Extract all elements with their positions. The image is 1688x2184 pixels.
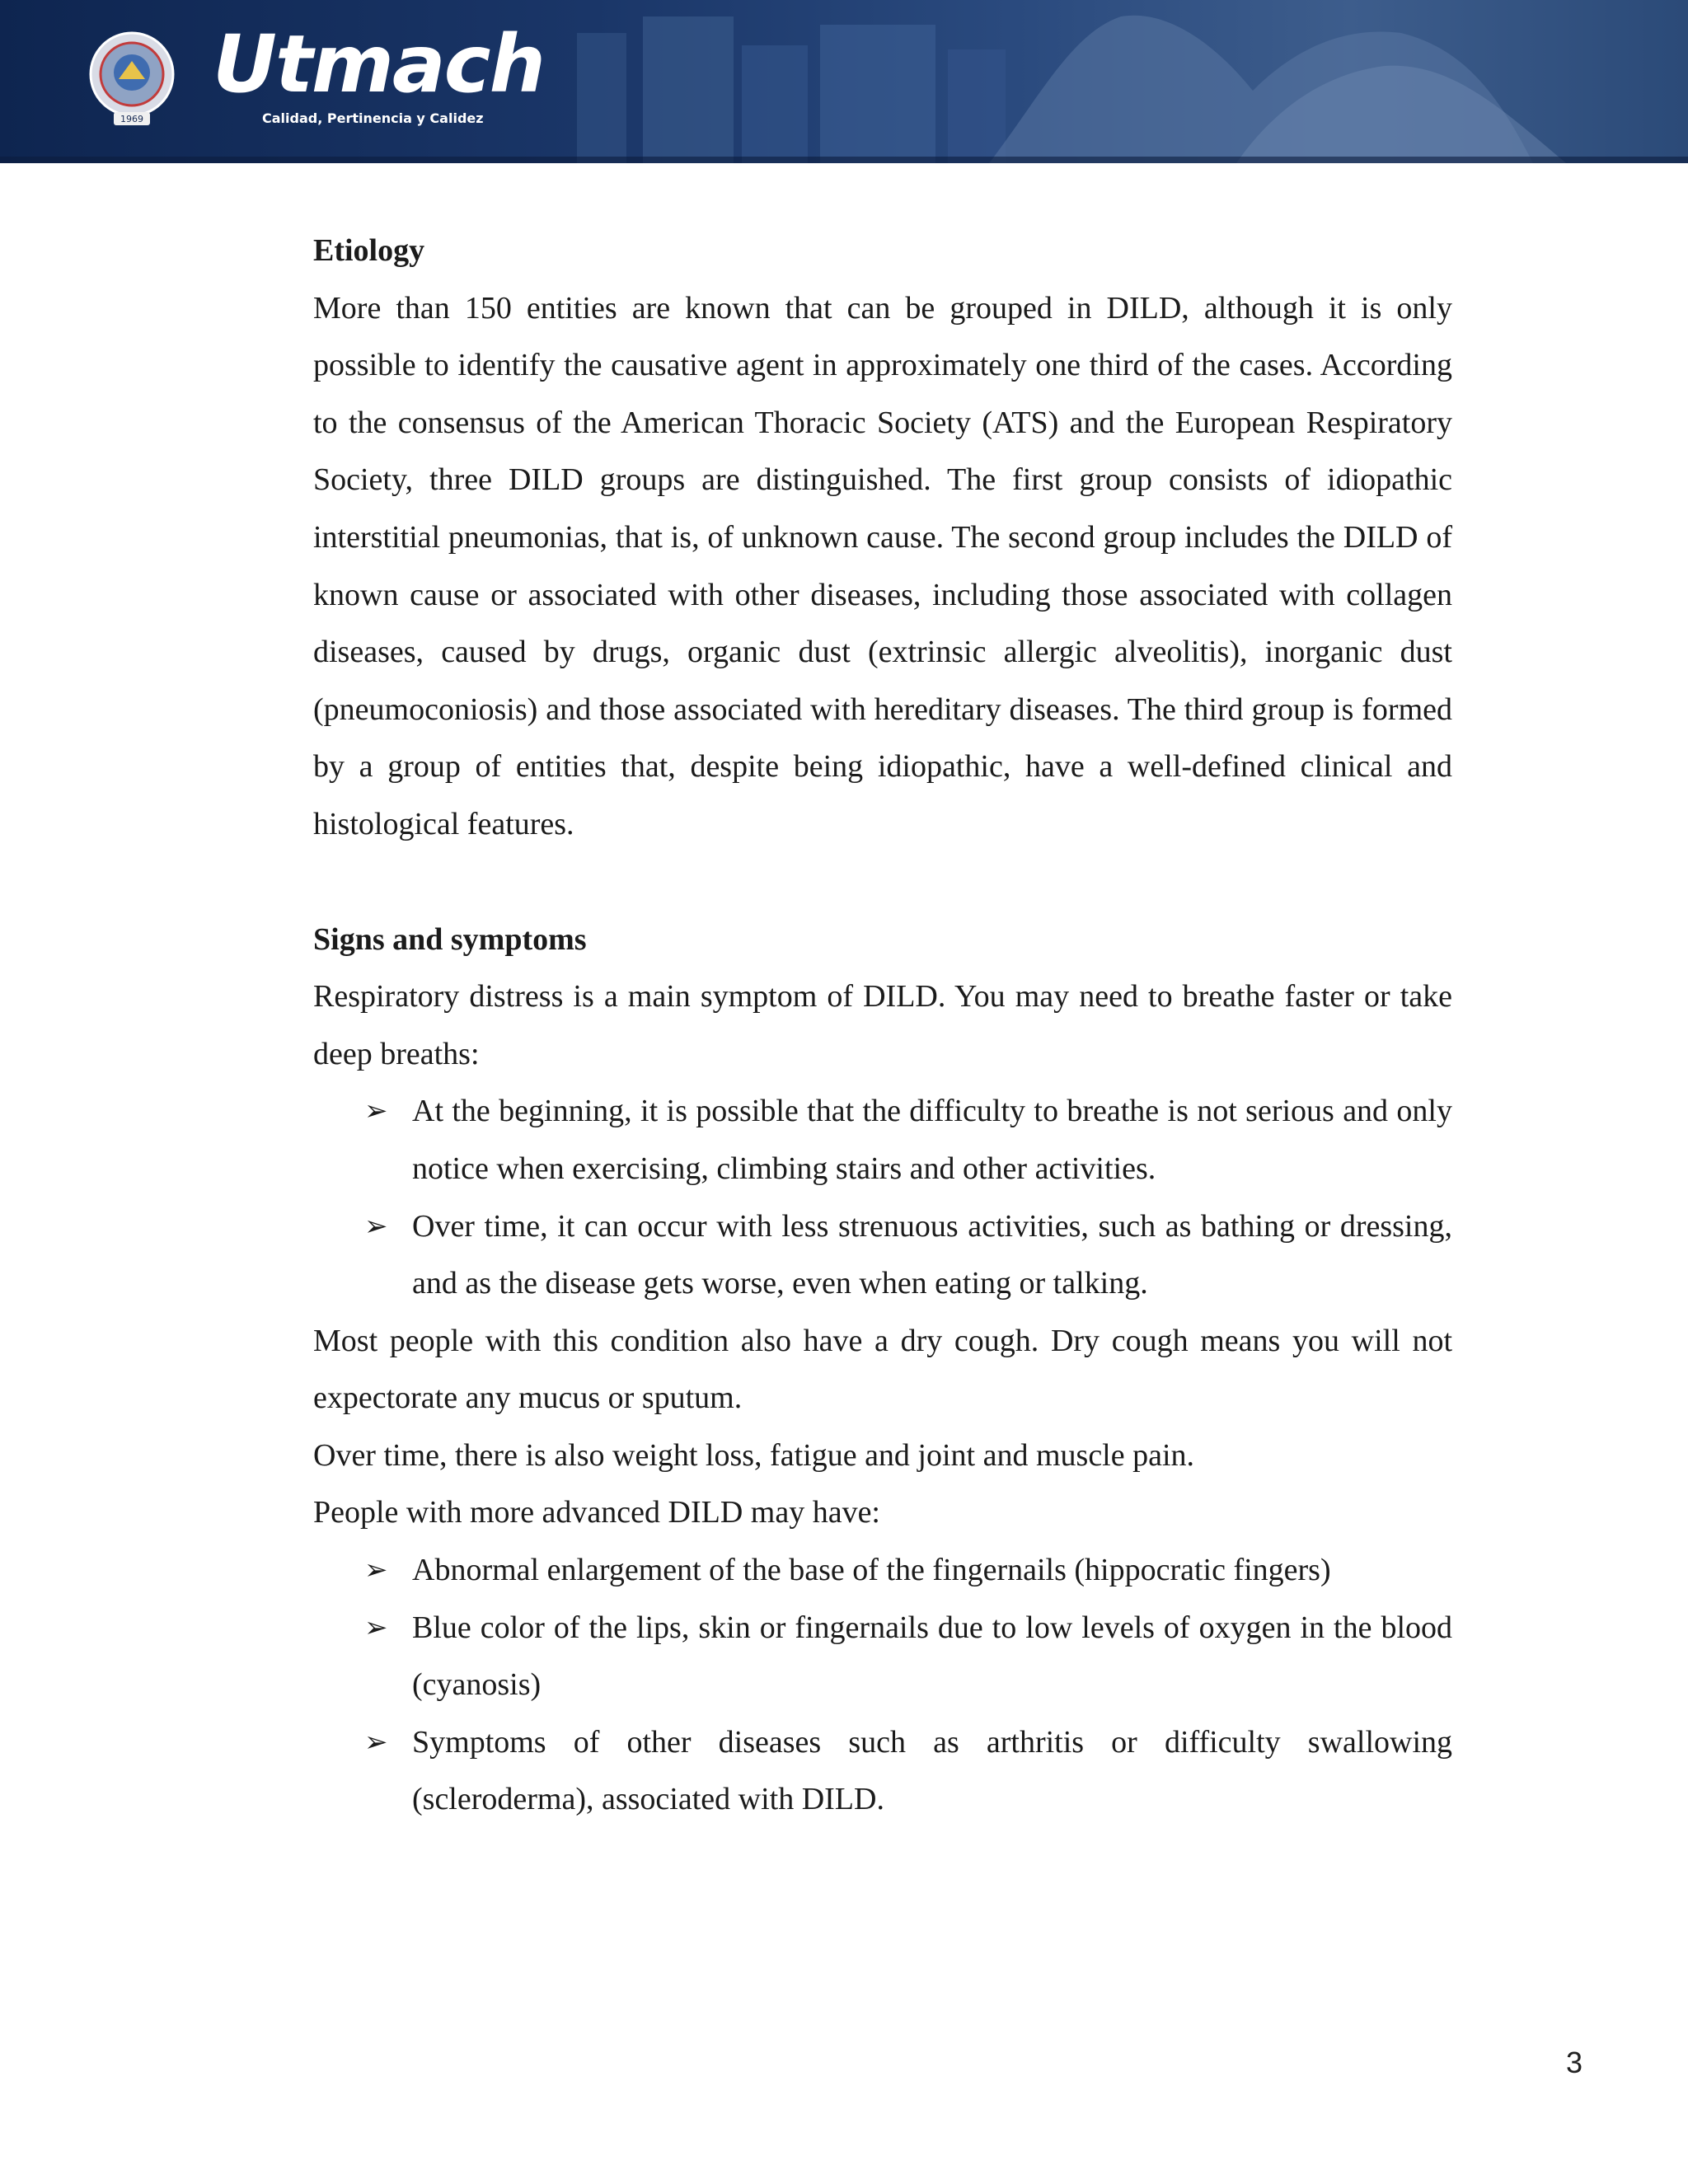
university-seal-icon xyxy=(89,31,175,129)
document-body xyxy=(313,223,1452,1829)
etiology-heading: Etiology xyxy=(313,233,425,268)
arrowhead-bullet-icon: ➢ xyxy=(364,1725,388,1759)
arrowhead-bullet-icon: ➢ xyxy=(364,1094,388,1128)
advanced-bullet-list xyxy=(313,1542,1452,1829)
header-banner xyxy=(0,0,1688,163)
list-item: ➢ Blue color of the lips, skin or fingernails due to low levels of oxygen in the blood (cyanosis) xyxy=(313,1600,1452,1714)
arrowhead-bullet-icon: ➢ xyxy=(364,1610,388,1644)
page-number: 3 xyxy=(1566,2046,1583,2079)
etiology-paragraph: More than 150 entities are known that can be grouped in DILD, although it is only possible to identify the causative agent in approximately one third of the cases. According to the consensus of the American Thoracic Society (ATS) and the European Respiratory Society, three DILD groups are distinguished. The first group consists of idiopathic interstitial pneumonias, that is, of unknown cause. The second group includes the DILD of known cause or associated with other diseases, including those associated with collagen diseases, caused by drugs, organic dust (extrinsic allergic alveolitis), inorganic dust (pneumoconiosis) and those associated with hereditary diseases. The third group is formed by a group of entities that, despite being idiopathic, have a well-defined clinical and histological features. xyxy=(313,290,1452,841)
list-item: ➢ At the beginning, it is possible that the difficulty to breathe is not serious and only notice when exercising, climbing stairs and other activities. xyxy=(313,1083,1452,1197)
weight-loss-paragraph: Over time, there is also weight loss, fatigue and joint and muscle pain. xyxy=(313,1437,1195,1473)
seal-year: 1969 xyxy=(120,114,143,124)
dry-cough-paragraph: Most people with this condition also have a dry cough. Dry cough means you will not expectorate any mucus or sputum. xyxy=(313,1323,1452,1416)
list-item: ➢ Abnormal enlargement of the base of the fingernails (hippocratic fingers) xyxy=(313,1542,1452,1600)
brand-tagline: Calidad, Pertinencia y Calidez xyxy=(262,110,484,126)
list-item: ➢ Over time, it can occur with less strenuous activities, such as bathing or dressing, and as the disease gets worse, even when eating or talking. xyxy=(313,1198,1452,1313)
advanced-intro: People with more advanced DILD may have: xyxy=(313,1495,880,1530)
arrowhead-bullet-icon: ➢ xyxy=(364,1209,388,1243)
symptom-bullet-list xyxy=(313,1083,1452,1312)
arrowhead-bullet-icon: ➢ xyxy=(364,1554,388,1587)
signs-heading: Signs and symptoms xyxy=(313,921,587,957)
signs-intro: Respiratory distress is a main symptom of DILD. You may need to breathe faster or take deep breaths: xyxy=(313,979,1452,1071)
brand-logo-text: Utmach xyxy=(213,18,544,110)
list-item: ➢ Symptoms of other diseases such as arthritis or difficulty swallowing (scleroderma), associated with DILD. xyxy=(313,1714,1452,1829)
